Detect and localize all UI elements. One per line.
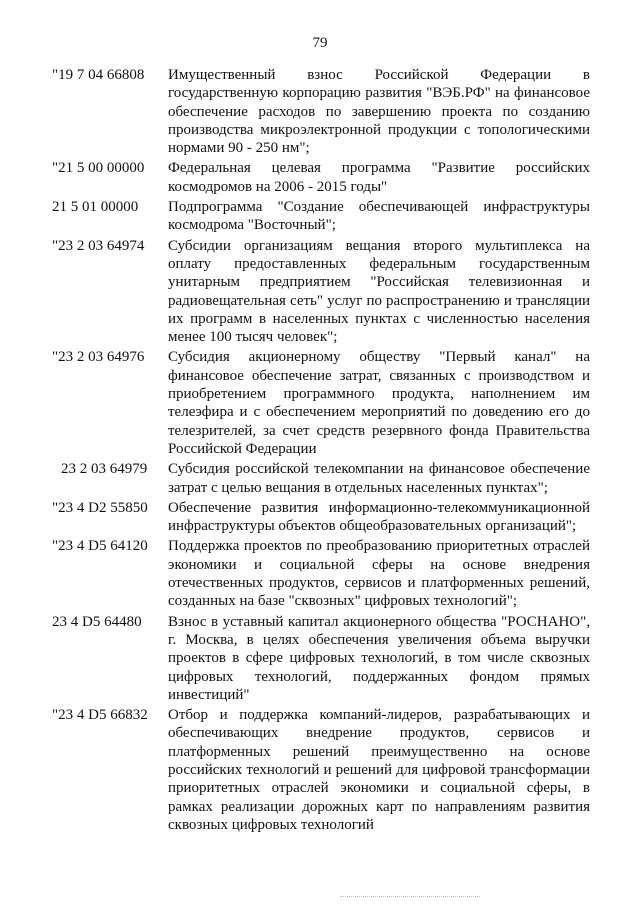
classification-code: "23 4 D5 66832 xyxy=(52,707,148,724)
footer-divider xyxy=(340,896,480,897)
classification-description: Поддержка проектов по преобразованию приоритетных отраслей экономики и социальной сферы на основе внедрения отечественных продуктов, сервисов и платформенных решений, созданных на базе "сквозных" цифровых технологий"; xyxy=(168,538,590,610)
list-item xyxy=(52,537,590,610)
classification-code: 23 4 D5 64480 xyxy=(52,613,142,630)
list-item xyxy=(52,706,590,834)
classification-code: "21 5 00 00000 xyxy=(52,160,145,177)
classification-description: Отбор и поддержка компаний-лидеров, разрабатывающих и обеспечивающих внедрение продуктов, сервисов и платформенных решений преимущественно на основе российских технологий и решений для цифровой трансформации приоритетных отраслей экономики и социальной сферы, в рамках реализации дорожных карт по направлениям развития сквозных цифровых технологий xyxy=(168,707,590,833)
budget-classification-list xyxy=(52,66,590,836)
classification-code: 21 5 01 00000 xyxy=(52,199,139,216)
classification-description: Субсидии организациям вещания второго мультиплекса на оплату предоставленных федеральным государственным унитарным предприятием "Российская телевизионная и радиовещательная сеть" услуг по распространению и трансляции их программ в населенных пунктах с численностью населения менее 100 тысяч человек"; xyxy=(168,237,590,346)
classification-description: Субсидия российской телекомпании на финансовое обеспечение затрат с целью вещания в отдельных населенных пунктах"; xyxy=(168,461,590,496)
page-number: 79 xyxy=(312,35,328,51)
classification-description: Подпрограмма "Создание обеспечивающей инфраструктуры космодрома "Восточный"; xyxy=(168,199,590,234)
list-item xyxy=(52,348,590,458)
classification-description: Федеральная целевая программа "Развитие российских космодромов на 2006 - 2015 годы" xyxy=(168,160,590,195)
list-item xyxy=(52,66,590,157)
classification-code: "19 7 04 66808 xyxy=(52,67,145,83)
classification-code: "23 2 03 64974 xyxy=(52,237,145,254)
list-item xyxy=(52,237,590,347)
classification-description: Имущественный взнос Российской Федерации в государственную корпорацию развития "ВЭБ.РФ" на финансовое обеспечение расходов по завершению проекта по созданию производства микроэлектронной продукции с топологическими нормами 90 - 250 нм"; xyxy=(168,67,590,157)
list-item xyxy=(52,460,590,497)
list-item xyxy=(52,198,590,235)
classification-description: Взнос в уставный капитал акционерного общества "РОСНАНО", г. Москва, в целях обеспечения увеличения объема выручки проектов в сфере цифровых технологий, в том числе сквозных цифровых технологий, поддержанных фондом прямых инвестиций" xyxy=(168,613,590,703)
classification-code: "23 2 03 64976 xyxy=(52,349,145,366)
classification-description: Обеспечение развития информационно-телекоммуникационной инфраструктуры объектов общеобразовательных организаций"; xyxy=(168,499,590,535)
list-item xyxy=(52,159,590,196)
classification-code: 23 2 03 64979 xyxy=(61,461,148,478)
classification-code: "23 4 D2 55850 xyxy=(52,499,148,516)
classification-code: "23 4 D5 64120 xyxy=(52,538,148,555)
classification-description: Субсидия акционерному обществу "Первый канал" на финансовое обеспечение затрат, связанных с производством и приобретением программного продукта, наполнением им телеэфира и с обеспечением мероприятий по доведению его до телезрителей, за счет средств резервного фонда Правительства Российской Федерации xyxy=(168,349,590,457)
list-item xyxy=(52,499,590,536)
list-item xyxy=(52,613,590,704)
